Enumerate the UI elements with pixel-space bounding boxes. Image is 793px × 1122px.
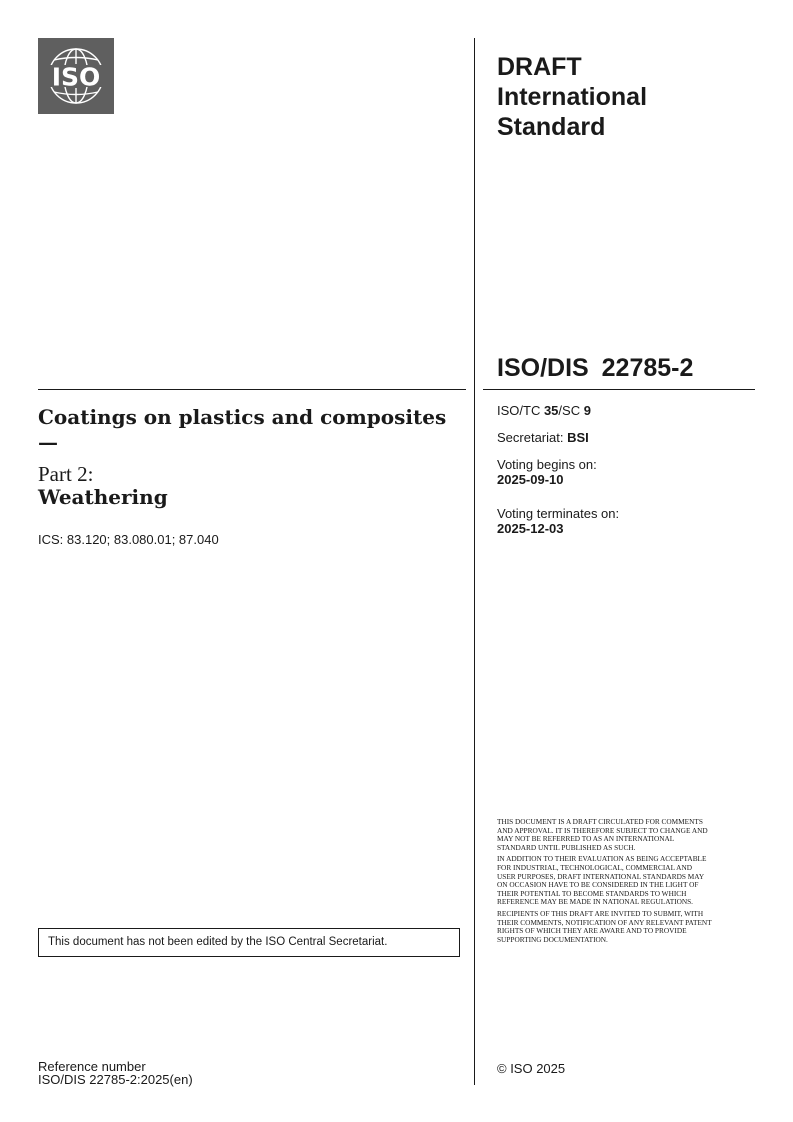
document-type-heading <box>497 52 647 142</box>
part-label: Part 2: <box>38 462 94 486</box>
reference-label: Reference number <box>38 1059 146 1074</box>
standard-label: Standard <box>497 113 606 141</box>
main-title: Coatings on plastics and composites — <box>38 405 447 454</box>
logo-text: ISO <box>51 62 101 92</box>
secretariat-value: BSI <box>567 430 589 445</box>
voting-begins <box>497 457 597 487</box>
horizontal-divider-left <box>38 389 466 390</box>
reference-number <box>38 1060 193 1086</box>
voting-terminates-label: Voting terminates on: <box>497 506 620 521</box>
disclaimer-paragraph: IN ADDITION TO THEIR EVALUATION AS BEING ACCEPTABLE FOR INDUSTRIAL, TECHNOLOGICAL, COMMERCIAL AND USER PURPOSES, DRAFT INTERNATIONAL STANDARDS MAY ON OCCASION HAVE TO BE CONSIDERED IN THE LIGHT OF THEIR POTENTIAL TO BECOME STANDARDS TO WHICH REFERENCE MAY BE MADE IN NATIONAL REGULATIONS. <box>497 854 707 907</box>
sc-prefix: /SC <box>558 403 584 418</box>
sc-number: 9 <box>583 403 591 418</box>
part-title: Weathering <box>38 485 168 509</box>
horizontal-divider-right <box>483 389 755 390</box>
disclaimer-paragraph: THIS DOCUMENT IS A DRAFT CIRCULATED FOR COMMENTS AND APPROVAL. IT IS THEREFORE SUBJECT TO CHANGE AND MAY NOT BE REFERRED TO AS AN INTERNATIONAL STANDARD UNTIL PUBLISHED AS SUCH. <box>497 817 708 852</box>
editing-notice-box <box>38 928 460 957</box>
disclaimer-paragraph: RECIPIENTS OF THIS DRAFT ARE INVITED TO SUBMIT, WITH THEIR COMMENTS, NOTIFICATION OF ANY RELEVANT PATENT RIGHTS OF WHICH THEY ARE AWARE AND TO PROVIDE SUPPORTING DOCUMENTATION. <box>497 908 712 944</box>
voting-begins-label: Voting begins on: <box>497 457 597 472</box>
editing-notice-text: This document has not been edited by the ISO Central Secretariat. <box>48 936 388 948</box>
tc-number: 35 <box>543 403 559 418</box>
secretariat-label: Secretariat: <box>497 430 568 445</box>
international-label: International <box>497 83 648 111</box>
ics-codes: ICS: 83.120; 83.080.01; 87.040 <box>38 532 219 547</box>
draft-label: DRAFT <box>497 53 582 81</box>
draft-disclaimer <box>497 818 712 947</box>
document-designation: ISO/DIS 22785-2 <box>497 354 694 382</box>
voting-terminates-date: 2025-12-03 <box>497 521 564 536</box>
secretariat <box>497 430 589 445</box>
voting-begins-date: 2025-09-10 <box>497 472 564 487</box>
globe-icon <box>38 38 114 114</box>
title-block <box>38 405 458 509</box>
iso-logo <box>38 38 114 114</box>
vertical-divider <box>474 38 475 1085</box>
copyright-notice: © ISO 2025 <box>497 1061 566 1076</box>
reference-value: ISO/DIS 22785-2:2025(en) <box>38 1072 193 1087</box>
technical-committee <box>497 403 591 418</box>
tc-prefix: ISO/TC <box>497 403 544 418</box>
voting-terminates <box>497 506 619 536</box>
